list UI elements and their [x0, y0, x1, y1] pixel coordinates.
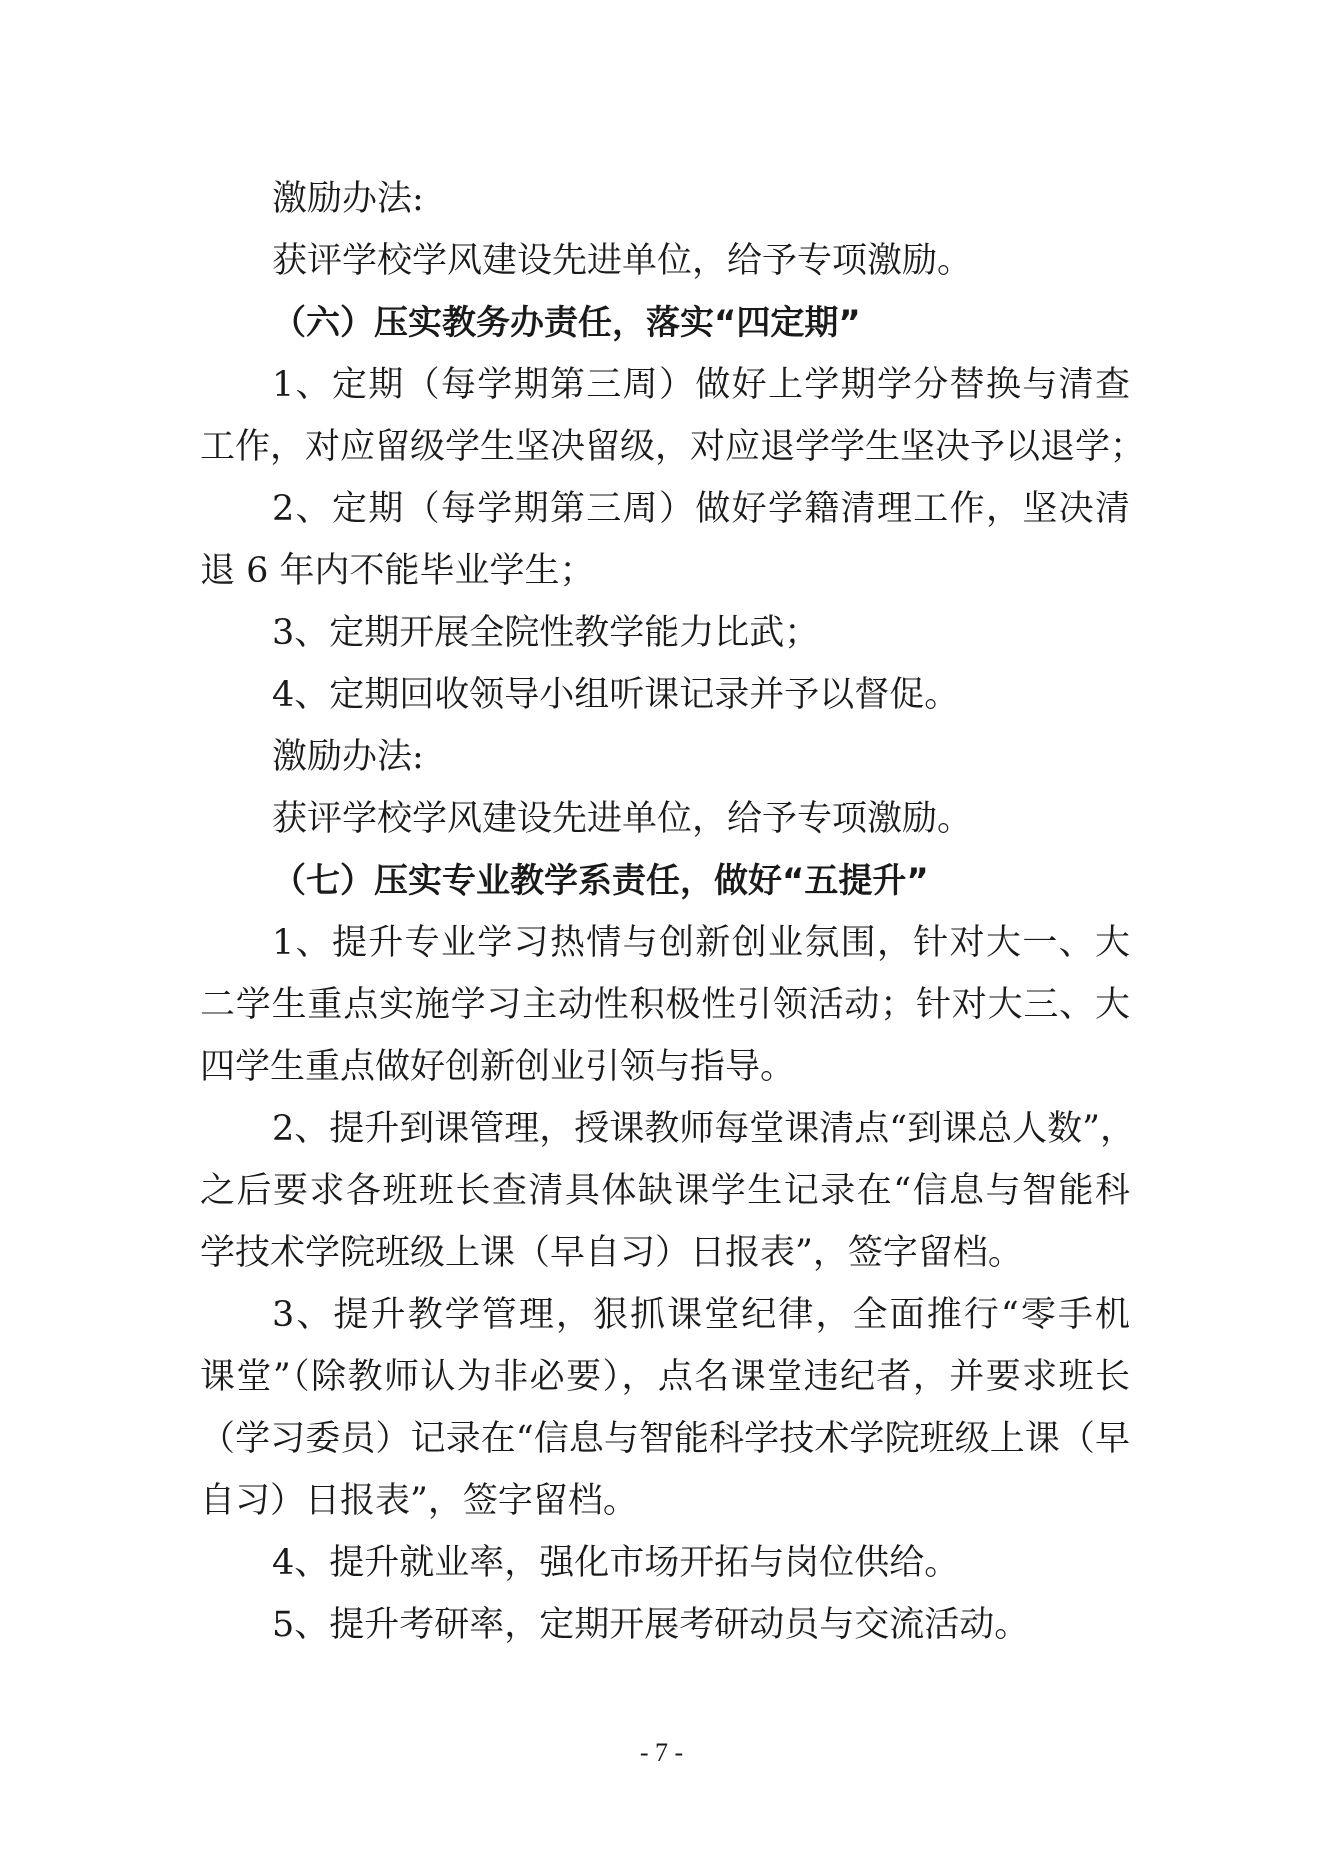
page-number: - 7 - — [639, 1738, 684, 1767]
paragraph-line: 3、提升教学管理，狠抓课堂纪律，全面推行“零手机 — [272, 1295, 1130, 1335]
paragraph-line: 之后要求各班班长查清具体缺课学生记录在“信息与智能科 — [200, 1171, 1130, 1211]
paragraph-line: 获评学校学风建设先进单位，给予专项激励。 — [272, 241, 973, 281]
paragraph-line: 学技术学院班级上课（早自习）日报表”，签字留档。 — [200, 1233, 1023, 1273]
paragraph-line: 获评学校学风建设先进单位，给予专项激励。 — [272, 799, 973, 839]
paragraph-line: 二学生重点实施学习主动性积极性引领活动；针对大三、大 — [200, 985, 1130, 1025]
paragraph-line: 课堂”（除教师认为非必要），点名课堂违纪者，并要求班长 — [200, 1357, 1130, 1397]
section-heading-seven: （七）压实专业教学系责任，做好“五提升” — [272, 861, 929, 901]
paragraph-line: 退 6 年内不能毕业学生； — [200, 551, 595, 591]
paragraph-line: 激励办法: — [272, 179, 424, 219]
section-heading-six: （六）压实教务办责任，落实“四定期” — [272, 303, 861, 343]
paragraph-line: 激励办法: — [272, 737, 424, 777]
paragraph-line: 1、提升专业学习热情与创新创业氛围，针对大一、大 — [272, 923, 1130, 963]
paragraph-line: 工作，对应留级学生坚决留级，对应退学学生坚决予以退学； — [200, 427, 1146, 467]
paragraph-line: 2、提升到课管理，授课教师每堂课清点“到课总人数”， — [272, 1109, 1136, 1149]
paragraph-line: （学习委员）记录在“信息与智能科学技术学院班级上课（早 — [200, 1419, 1130, 1459]
document-body — [200, 168, 1146, 1656]
paragraph-line: 1、定期（每学期第三周）做好上学期学分替换与清查 — [272, 365, 1130, 405]
paragraph-line: 4、提升就业率，强化市场开拓与岗位供给。 — [272, 1543, 960, 1583]
paragraph-line: 自习）日报表”，签字留档。 — [200, 1481, 638, 1521]
paragraph-line: 5、提升考研率，定期开展考研动员与交流活动。 — [272, 1605, 1030, 1645]
paragraph-line: 四学生重点做好创新创业引领与指导。 — [200, 1047, 796, 1087]
paragraph-line: 4、定期回收领导小组听课记录并予以督促。 — [272, 675, 960, 715]
paragraph-line: 3、定期开展全院性教学能力比武； — [272, 613, 820, 653]
paragraph-line: 2、定期（每学期第三周）做好学籍清理工作，坚决清 — [272, 489, 1130, 529]
